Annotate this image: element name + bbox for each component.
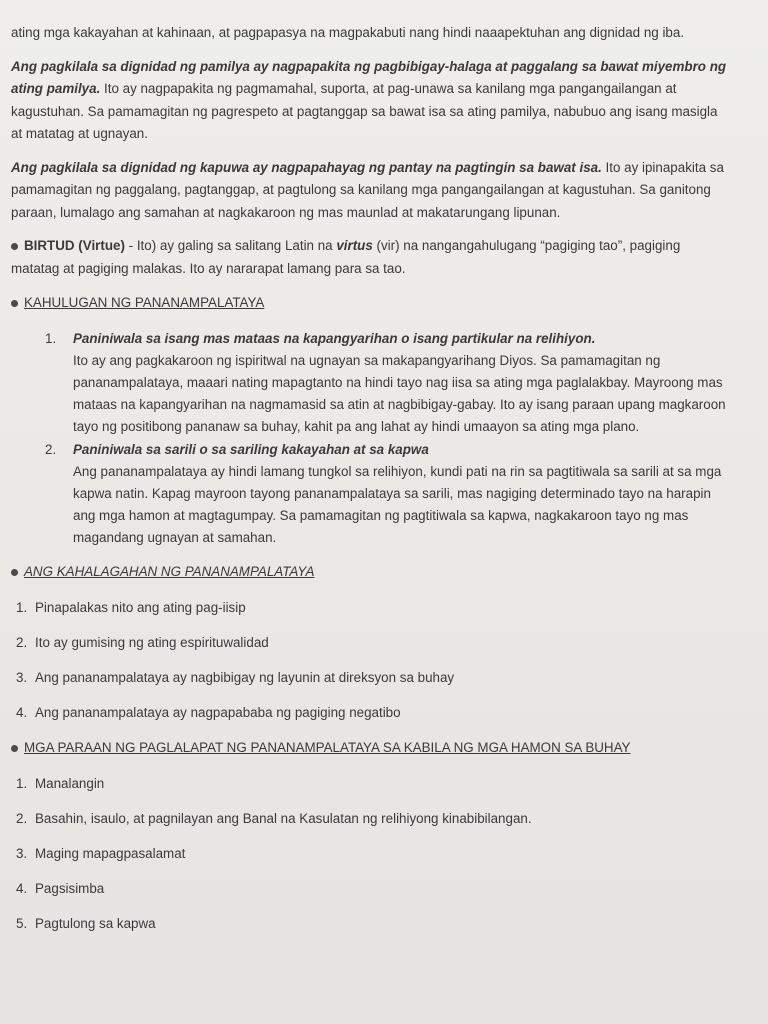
list-item-text: Manalangin (35, 776, 105, 791)
list-item-body: Ang pananampalataya ay hindi lamang tungkol sa relihiyon, kundi pati na rin sa pagtitiwala sa sarili at sa mga kapwa natin. Kapag mayroon tayong pananampalataya sa sarili, mas nagiging determinado tayo na harapin ang mga hamon at magtagumpay. Sa pamamagitan ng pagtitiwala sa kapwa, nagkakaroon tayo ng mas magandang ugnayan at samahan. (73, 464, 722, 545)
list-item (45, 439, 728, 549)
meaning-heading-text: KAHULUGAN NG PANANAMPALATAYA (24, 295, 265, 310)
neighbor-dignity-lead: Ang pagkilala sa dignidad ng kapuwa ay nagpapahayag ng pantay na pagtingin sa bawat isa. (11, 159, 602, 175)
list-item-text: Maging mapagpasalamat (35, 846, 186, 861)
list-item-body: Ito ay ang pagkakaroon ng ispiritwal na ugnayan sa makapangyarihang Diyos. Sa pamamagitan ng pananampalataya, maaari nating mapagtanto na hindi tayo nag iisa sa ating mga paglalakbay. Mayroong mas mataas na kapangyarihan na nagmamasid sa atin at nagbibigay-gabay. Ito ay isang paraan upang magkaroon tayo ng positibong pananaw sa buhay, kahit pa ang lahat ay hindi umaayon sa ating mga plano. (73, 353, 726, 434)
list-item (16, 702, 728, 724)
list-item (16, 773, 728, 795)
list-item (16, 632, 728, 654)
neighbor-dignity-paragraph (11, 157, 728, 225)
virtue-term: BIRTUD (Virtue) (24, 238, 125, 253)
application-heading-text: MGA PARAAN NG PAGLALAPAT NG PANANAMPALATAYA SA KABILA NG MGA HAMON SA BUHAY (24, 740, 631, 755)
meaning-list (11, 328, 728, 549)
family-dignity-lead: Ang pagkilala sa dignidad ng pamilya ay nagpapakita ng pagbibigay-halaga at paggalang sa bawat miyembro ng ating pamilya. (11, 58, 727, 96)
list-item-text: Ang pananampalataya ay nagpapababa ng pagiging negatibo (35, 705, 401, 720)
meaning-heading (11, 292, 728, 314)
virtue-text-a: - Ito) ay galing sa salitang Latin na (124, 238, 337, 253)
list-item-number: 3. (16, 670, 28, 685)
list-item-text: Pagtulong sa kapwa (35, 916, 156, 931)
bullet-icon (11, 300, 18, 307)
list-item-number: 1. (16, 776, 28, 791)
family-dignity-body: Ito ay nagpapakita ng pagmamahal, suporta, at pag-unawa sa kanilang mga pangangailangan at kagustuhan. Sa pamamagitan ng pagrespeto at pagtanggap sa bawat isa sa ating pamilya, nabubuo ang isang masigla at matatag at ugnayan. (11, 81, 718, 141)
list-item-number: 2. (45, 442, 57, 457)
list-item-number: 5. (16, 916, 28, 931)
list-item (16, 878, 728, 900)
importance-list (11, 597, 728, 724)
list-item (16, 913, 728, 935)
importance-heading (11, 561, 728, 583)
list-item (16, 843, 728, 865)
list-item-text: Pagsisimba (35, 881, 105, 896)
virtue-text-b: (vir) na nangangahulugang “pagiging tao”, pagiging matatag at pagiging malakas. Ito ay nararapat lamang para sa tao. (11, 238, 681, 276)
application-heading (11, 737, 728, 759)
list-item (16, 808, 728, 830)
bullet-icon (11, 745, 18, 752)
list-item-number: 2. (16, 635, 28, 650)
list-item-title: Paniniwala sa isang mas mataas na kapangyarihan o isang partikular na relihiyon. (73, 331, 596, 346)
neighbor-dignity-body: Ito ay ipinapakita sa pamamagitan ng paggalang, pagtanggap, at pagtulong sa kanilang mga pangangailangan at kagustuhan. Sa ganitong paraan, lumalago ang samahan at nagkakaroon ng mas maunlad at makatarungang lipunan. (11, 159, 724, 220)
list-item-number: 1. (16, 600, 28, 615)
list-item-number: 4. (16, 881, 28, 896)
list-item (16, 667, 728, 689)
bullet-icon (11, 243, 18, 250)
list-item (16, 597, 728, 619)
virtue-latin-word: virtus (336, 238, 373, 253)
list-item (45, 328, 728, 438)
list-item-text: Ang pananampalataya ay nagbibigay ng layunin at direksyon sa buhay (35, 670, 455, 685)
virtue-definition (11, 235, 728, 280)
list-item-text: Ito ay gumising ng ating espirituwalidad (35, 635, 269, 650)
importance-heading-text: ANG KAHALAGAHAN NG PANANAMPALATAYA (24, 564, 315, 579)
list-item-text: Pinapalakas nito ang ating pag-iisip (35, 600, 246, 615)
bullet-icon (11, 569, 18, 576)
list-item-number: 3. (16, 846, 28, 861)
application-list (11, 773, 728, 935)
list-item-number: 4. (16, 705, 28, 720)
intro-paragraph: ating mga kakayahan at kahinaan, at pagpapasya na magpakabuti nang hindi naaapektuhan ang dignidad ng iba. (11, 25, 685, 40)
list-item-number: 1. (45, 331, 57, 346)
list-item-text: Basahin, isaulo, at pagnilayan ang Banal na Kasulatan ng relihiyong kinabibilangan. (35, 811, 532, 826)
list-item-number: 2. (16, 811, 28, 826)
family-dignity-paragraph (11, 56, 728, 146)
list-item-title: Paniniwala sa sarili o sa sariling kakayahan at sa kapwa (73, 442, 429, 457)
